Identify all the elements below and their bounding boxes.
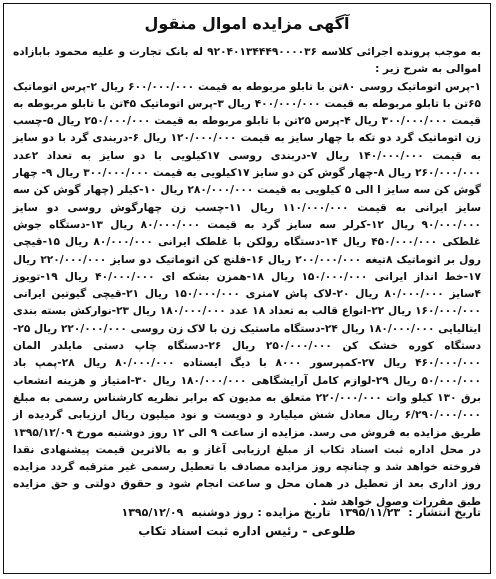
- publish-label: تاریخ انتشار :: [408, 506, 481, 519]
- notice-body: [12, 44, 482, 508]
- signature: طلوعی - رئیس اداره ثبت اسناد تکاب: [138, 524, 356, 538]
- notice-footer: [13, 504, 481, 540]
- auction-label: تاریخ مزایده : روز دوشنبه: [191, 506, 331, 519]
- notice-items: ۱-پرس اتوماتیک روسی ۸۰تن با تابلو مربوطه به قیمت ۶۰۰/۰۰۰/۰۰۰ ریال ۲-پرس اتوماتیک ۶۵تن با تابلو مربوطه به قیمت ۴۰۰/۰۰۰/۰۰۰ ریال ۳-پرس اتوماتیک ۴۵تن با تابلو مربوطه به قیمت ۳۰۰/۰۰۰/۰۰۰ ریال ۴-پرس ۲۵تن با تابلو مربوطه به قیمت ۲۵۰/۰۰۰/۰۰۰ ریال ۵-چسب زن اتوماتیک گرد دو تکه با چهار سایز به قیمت ۱۲۰/۰۰۰/۰۰۰ ریال ۶-دربندی گرد با دو سایز به قیمت ۱۴۰/۰۰۰/۰۰۰ ریال ۷-دربندی روسی ۱۷کیلویی با دو سایز به تعداد ۲عدد ۲۶۰/۰۰۰/۰۰۰ ریال ۸-چهار گوش کن دو سایز ۱۷کیلویی به قیمت ۳۰۰/۰۰۰/۰۰۰ ریال ۹- چهار گوش کن سه سایز ا الی ۵ کیلویی به قیمت ۲۸۰/۰۰۰/۰۰۰ ریال ۱۰-کیلر (چهار گوش کن سه سایز ایرانی به قیمت ۱۱۰/۰۰۰/۰۰۰ ریال ۱۱-چسب زن چهارگوش روسی دو سایز ۹۰/۰۰۰/۰۰۰ ریال ۱۲-کرلر سه سایز گرد به قیمت ۸۰/۰۰۰/۰۰۰ ریال ۱۳-دستگاه جوش غلطکی ۴۵۰/۰۰۰/۰۰۰ ریال ۱۴-دستگاه رولکن با غلطک ایرانی ۸۰/۰۰۰/۰۰۰ ریال ۱۵-قیچی رول بر اتوماتیک ۸تیغه ۲۰۰/۰۰۰/۰۰۰ ریال ۱۶-فلنج کن اتوماتیک دو سایز ۲۲۰/۰۰۰/۰۰۰ ریال ۱۷-خط انداز ایرانی ۱۵۰/۰۰۰/۰۰۰ ریال ۱۸-همزن بشکه ای ۴۰/۰۰۰/۰۰۰ ریال ۱۹-تویوز ۴سایز ۸۰/۰۰۰/۰۰۰ ریال ۲۰-لاک پاش ۷متری ۱۵۰/۰۰۰/۰۰۰ ریال ۲۱-قیچی گیوتین ایرانی ۱۶۰/۰۰۰/۰۰۰ ریال ۲۲-انواع قالب به تعداد ۱۸ عدد ۱۸۰/۰۰۰/۰۰۰ ریال ۲۳-نوارکش بسته بندی ایتالیایی ۱۸۰/۰۰۰/۰۰۰ ریال ۲۴-دستگاه ماستیک زن با لاک زن روسی ۲۲۰/۰۰۰/۰۰۰ ریال ۲۵-دستگاه کوره خشک کن ۲۵۰/۰۰۰/۰۰۰ ریال ۲۶-دستگاه چاپ دستی مایلدر المان ۴۶۰/۰۰۰/۰۰۰ ریال ۲۷-کمپرسور ۸۰۰۰ با دیگ ایستاده ۸۰/۰۰۰/۰۰۰ ریال ۲۸-پمپ باد ۵۰/۰۰۰/۰۰۰ ریال ۲۹-لوازم کامل آرایشگاهی ۱۸۰/۰۰۰/۰۰۰ ریال ۳۰-امتیاز و هزینه انشعاب برق ۱۳۰ کیلو وات ۲۲۰/۰۰۰/۰۰۰ متعلق به مدیون که برابر نظریه کارشناس رسمی به مبلغ ۶/۲۹۰/۰۰۰/۰۰۰ ریال معادل شش میلیارد و دویست و نود میلیون ریال ارزیابی گردیده از طریق مزایده به فروش می رسد. مزایده از ساعت ۹ الی ۱۲ روز دوشنبه مورخ ۱۳۹۵/۱۲/۰۹ در محل اداره ثبت اسناد تکاب از مبلغ ارزیابی آغاز و به بالاترین قیمت پیشنهادی نقدا فروخته خواهد شد و چنانچه روز مزایده مصادف با تعطیل رسمی غیر مترقبه گردد مزایده روز اداری بعد از تعطیل در همان محل و ساعت انجام شود و حقوق دولتی و حق مزایده طبق مقررات وصول خواهد شد .: [12, 80, 482, 508]
- dates-row: [13, 504, 481, 521]
- notice-intro: به موجب پرونده اجرائی کلاسه ۹۲۰۴۰۱۳۴۴۴۹۰۰۰۰۳۶ له بانک تجارت و علیه محمود بابازاده اموالی به شرح زیر :: [13, 46, 481, 76]
- notice-title: آگهی مزایده اموال منقول: [144, 14, 350, 33]
- publish-date: ۱۳۹۵/۱۱/۲۳: [338, 506, 401, 519]
- notice-frame: [3, 3, 491, 574]
- auction-date: ۱۳۹۵/۱۲/۰۹: [121, 506, 184, 519]
